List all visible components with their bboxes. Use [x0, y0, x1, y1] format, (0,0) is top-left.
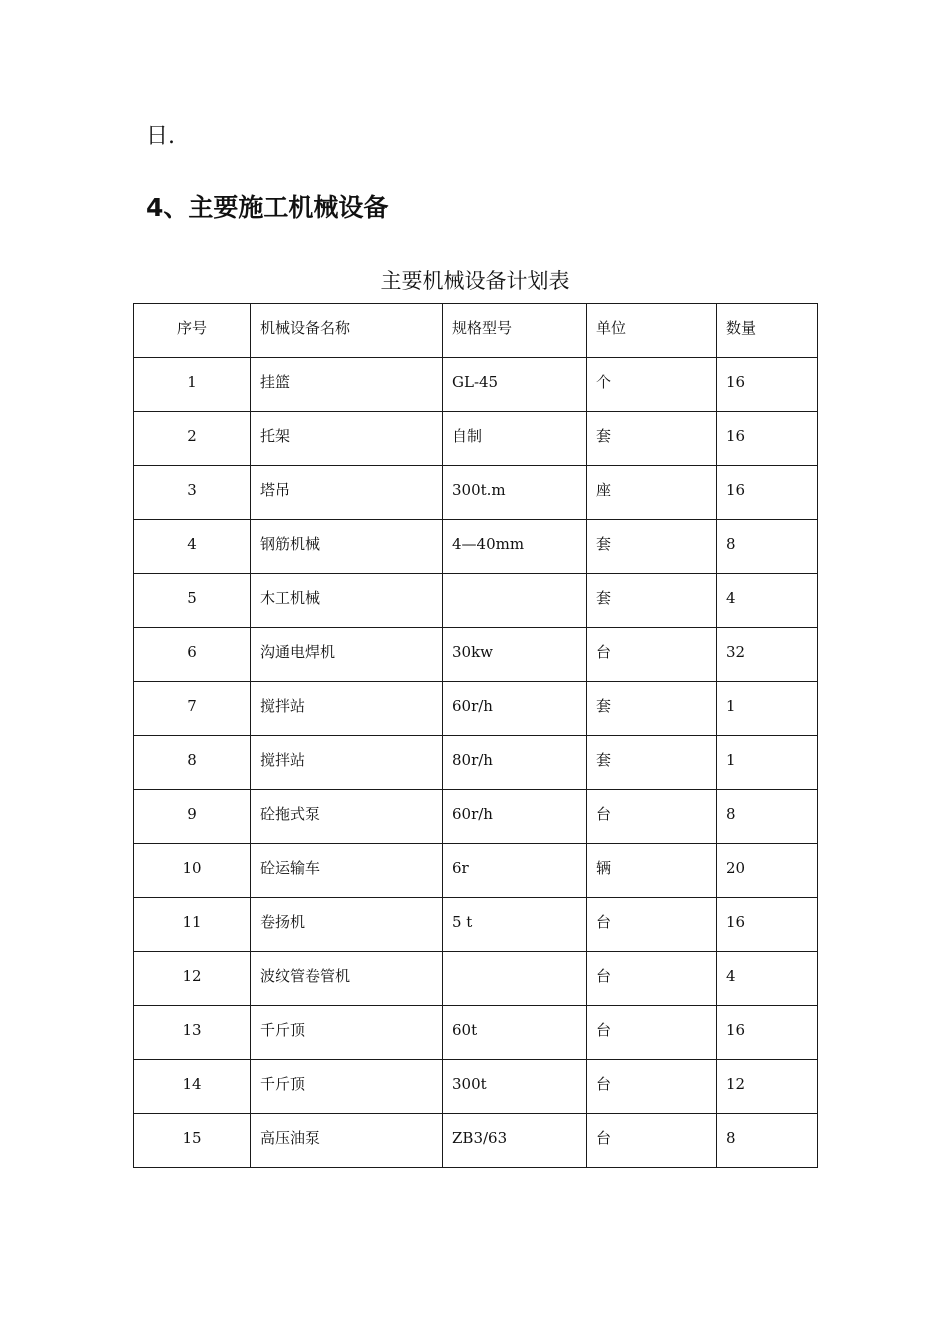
cell-unit: 套 [587, 520, 717, 574]
cell-spec [443, 574, 587, 628]
cell-unit: 辆 [587, 844, 717, 898]
cell-spec: 6r [443, 844, 587, 898]
trailing-text-fragment: 日. [146, 124, 175, 149]
cell-spec: ZB3/63 [443, 1114, 587, 1168]
cell-quantity: 16 [717, 1006, 818, 1060]
cell-unit: 台 [587, 1060, 717, 1114]
cell-index: 10 [134, 844, 251, 898]
header-cell-quantity: 数量 [717, 304, 818, 358]
cell-spec: 300t.m [443, 466, 587, 520]
table-row [134, 628, 818, 682]
cell-quantity: 20 [717, 844, 818, 898]
table-row [134, 1060, 818, 1114]
cell-unit: 套 [587, 736, 717, 790]
cell-quantity: 8 [717, 790, 818, 844]
cell-index: 9 [134, 790, 251, 844]
cell-index: 5 [134, 574, 251, 628]
cell-unit: 台 [587, 790, 717, 844]
cell-index: 6 [134, 628, 251, 682]
cell-quantity: 32 [717, 628, 818, 682]
cell-index: 15 [134, 1114, 251, 1168]
cell-unit: 台 [587, 952, 717, 1006]
cell-spec: 80r/h [443, 736, 587, 790]
cell-index: 7 [134, 682, 251, 736]
cell-index: 12 [134, 952, 251, 1006]
cell-spec: 60r/h [443, 682, 587, 736]
cell-quantity: 1 [717, 736, 818, 790]
cell-unit: 套 [587, 412, 717, 466]
header-cell-index: 序号 [134, 304, 251, 358]
cell-name: 高压油泵 [251, 1114, 443, 1168]
cell-name: 塔吊 [251, 466, 443, 520]
cell-unit: 台 [587, 1114, 717, 1168]
table-row [134, 682, 818, 736]
table-row [134, 358, 818, 412]
cell-name: 砼运输车 [251, 844, 443, 898]
cell-index: 4 [134, 520, 251, 574]
cell-quantity: 16 [717, 358, 818, 412]
cell-spec: 60r/h [443, 790, 587, 844]
cell-unit: 台 [587, 898, 717, 952]
cell-name: 千斤顶 [251, 1060, 443, 1114]
cell-index: 13 [134, 1006, 251, 1060]
cell-name: 托架 [251, 412, 443, 466]
header-cell-unit: 单位 [587, 304, 717, 358]
cell-spec: 30kw [443, 628, 587, 682]
cell-spec: 300t [443, 1060, 587, 1114]
cell-quantity: 16 [717, 466, 818, 520]
cell-unit: 套 [587, 574, 717, 628]
table-row [134, 844, 818, 898]
cell-unit: 座 [587, 466, 717, 520]
cell-quantity: 4 [717, 574, 818, 628]
cell-quantity: 8 [717, 520, 818, 574]
cell-name: 砼拖式泵 [251, 790, 443, 844]
cell-spec: 4—40mm [443, 520, 587, 574]
cell-unit: 套 [587, 682, 717, 736]
cell-index: 2 [134, 412, 251, 466]
cell-quantity: 16 [717, 412, 818, 466]
cell-index: 11 [134, 898, 251, 952]
equipment-table-body [134, 304, 818, 1168]
cell-name: 搅拌站 [251, 682, 443, 736]
cell-quantity: 16 [717, 898, 818, 952]
table-row [134, 952, 818, 1006]
cell-unit: 台 [587, 628, 717, 682]
cell-spec: 自制 [443, 412, 587, 466]
cell-spec: GL-45 [443, 358, 587, 412]
table-row [134, 736, 818, 790]
cell-spec: 5 t [443, 898, 587, 952]
cell-name: 波纹管卷管机 [251, 952, 443, 1006]
cell-name: 木工机械 [251, 574, 443, 628]
cell-name: 千斤顶 [251, 1006, 443, 1060]
header-cell-spec: 规格型号 [443, 304, 587, 358]
table-row [134, 520, 818, 574]
cell-name: 卷扬机 [251, 898, 443, 952]
cell-name: 搅拌站 [251, 736, 443, 790]
cell-name: 沟通电焊机 [251, 628, 443, 682]
table-caption: 主要机械设备计划表 [380, 269, 570, 293]
cell-name: 挂篮 [251, 358, 443, 412]
table-row [134, 1114, 818, 1168]
cell-index: 1 [134, 358, 251, 412]
table-row [134, 574, 818, 628]
cell-quantity: 12 [717, 1060, 818, 1114]
table-row [134, 412, 818, 466]
cell-index: 3 [134, 466, 251, 520]
cell-quantity: 4 [717, 952, 818, 1006]
cell-index: 14 [134, 1060, 251, 1114]
cell-spec: 60t [443, 1006, 587, 1060]
table-header-row [134, 304, 818, 358]
cell-index: 8 [134, 736, 251, 790]
cell-quantity: 1 [717, 682, 818, 736]
table-row [134, 466, 818, 520]
cell-name: 钢筋机械 [251, 520, 443, 574]
header-cell-name: 机械设备名称 [251, 304, 443, 358]
cell-unit: 台 [587, 1006, 717, 1060]
cell-unit: 个 [587, 358, 717, 412]
cell-spec [443, 952, 587, 1006]
section-heading: 4、主要施工机械设备 [146, 193, 389, 222]
table-row [134, 790, 818, 844]
equipment-table [133, 303, 818, 1168]
table-row [134, 898, 818, 952]
table-row [134, 1006, 818, 1060]
cell-quantity: 8 [717, 1114, 818, 1168]
